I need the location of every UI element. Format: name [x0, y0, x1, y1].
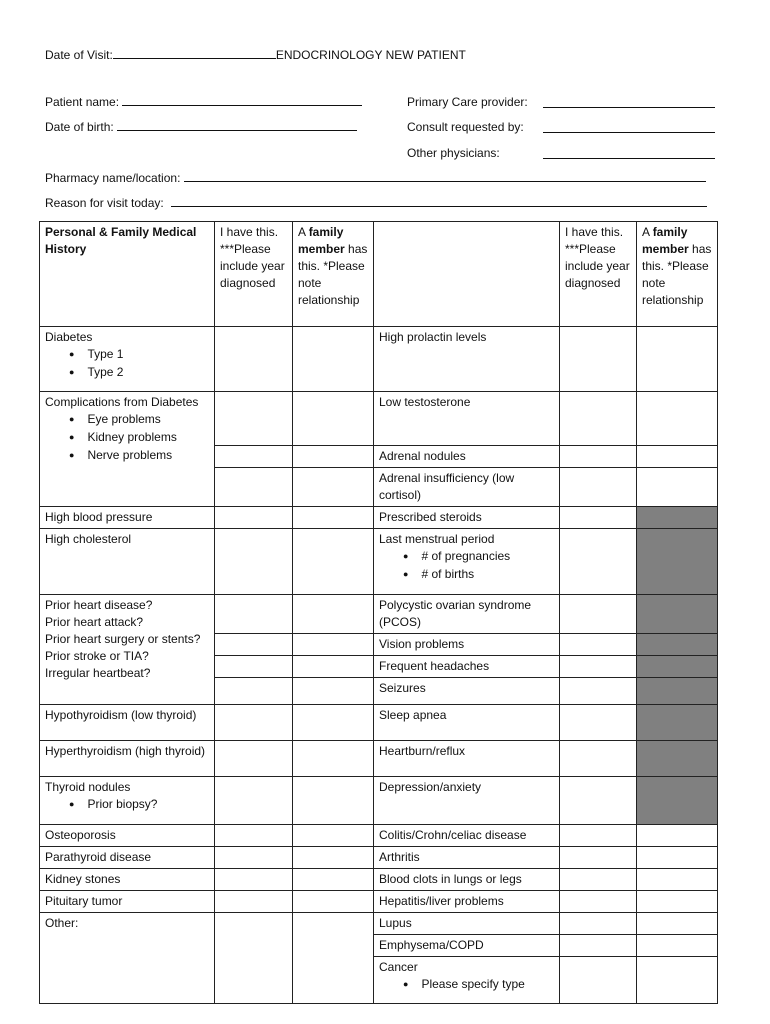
condition-adrenal-nodules: Adrenal nodules — [374, 446, 560, 468]
other-physicians-label: Other physicians: — [407, 146, 500, 160]
condition-vision: Vision problems — [374, 634, 560, 656]
answer-cell[interactable] — [560, 656, 637, 678]
table-row — [40, 777, 718, 825]
shaded-cell — [637, 705, 718, 741]
answer-cell[interactable] — [293, 468, 374, 507]
shaded-cell — [637, 678, 718, 705]
patient-name-label: Patient name: — [45, 95, 120, 109]
answer-cell[interactable] — [560, 507, 637, 529]
table-row — [40, 825, 718, 847]
table-row — [40, 529, 718, 595]
answer-cell[interactable] — [560, 869, 637, 891]
answer-cell[interactable] — [293, 891, 374, 913]
answer-cell[interactable] — [293, 507, 374, 529]
shaded-cell — [637, 634, 718, 656]
answer-cell[interactable] — [215, 634, 293, 656]
table-row — [40, 847, 718, 869]
answer-cell[interactable] — [293, 595, 374, 634]
condition-arthritis: Arthritis — [374, 847, 560, 869]
header-family: A family member has this. *Please note relationship — [293, 222, 374, 327]
shaded-cell — [637, 507, 718, 529]
condition-kidney-stones: Kidney stones — [40, 869, 215, 891]
answer-cell[interactable] — [215, 741, 293, 777]
patient-name-field — [45, 95, 362, 109]
header-title: Personal & Family Medical History — [40, 222, 215, 327]
answer-cell[interactable] — [560, 446, 637, 468]
answer-cell[interactable] — [215, 777, 293, 825]
answer-cell[interactable] — [215, 656, 293, 678]
primary-care-line[interactable] — [543, 106, 715, 108]
medical-history-table — [39, 221, 718, 1004]
condition-diabetes: Diabetes ● Type 1 ● Type 2 — [40, 327, 215, 392]
answer-cell[interactable] — [560, 529, 637, 595]
header-family-2: A family member has this. *Please note relationship — [637, 222, 718, 327]
condition-menstrual: Last menstrual period ● # of pregnancies ● # of births — [374, 529, 560, 595]
answer-cell[interactable] — [215, 913, 293, 1004]
reason-line[interactable] — [171, 196, 707, 207]
condition-lupus: Lupus — [374, 913, 560, 935]
answer-cell[interactable] — [293, 705, 374, 741]
answer-cell[interactable] — [293, 634, 374, 656]
answer-cell[interactable] — [215, 327, 293, 392]
answer-cell[interactable] — [637, 913, 718, 935]
answer-cell[interactable] — [215, 468, 293, 507]
condition-complications: Complications from Diabetes ● Eye problems ● Kidney problems ● Nerve problems — [40, 392, 215, 507]
answer-cell[interactable] — [637, 468, 718, 507]
date-of-visit-label: Date of Visit: — [45, 48, 113, 62]
answer-cell[interactable] — [637, 869, 718, 891]
answer-cell[interactable] — [293, 392, 374, 446]
answer-cell[interactable] — [215, 847, 293, 869]
answer-cell[interactable] — [637, 935, 718, 957]
condition-adrenal-insufficiency: Adrenal insufficiency (low cortisol) — [374, 468, 560, 507]
form-header — [45, 48, 466, 62]
condition-clots: Blood clots in lungs or legs — [374, 869, 560, 891]
condition-heartburn: Heartburn/reflux — [374, 741, 560, 777]
condition-apnea: Sleep apnea — [374, 705, 560, 741]
condition-pituitary: Pituitary tumor — [40, 891, 215, 913]
answer-cell[interactable] — [293, 327, 374, 392]
header-i-have: I have this. ***Please include year diagnosed — [215, 222, 293, 327]
answer-cell[interactable] — [560, 705, 637, 741]
header-blank — [374, 222, 560, 327]
reason-label: Reason for visit today: — [45, 196, 164, 210]
date-of-visit-line[interactable] — [113, 48, 276, 59]
form-title: ENDOCRINOLOGY NEW PATIENT — [275, 48, 466, 62]
condition-cholesterol: High cholesterol — [40, 529, 215, 595]
answer-cell[interactable] — [293, 656, 374, 678]
table-row — [40, 705, 718, 741]
answer-cell[interactable] — [293, 529, 374, 595]
condition-cancer: Cancer ● Please specify type — [374, 957, 560, 1004]
answer-cell[interactable] — [215, 705, 293, 741]
date-of-birth-label: Date of birth: — [45, 120, 114, 134]
answer-cell[interactable] — [560, 741, 637, 777]
answer-cell[interactable] — [560, 777, 637, 825]
answer-cell[interactable] — [215, 595, 293, 634]
condition-hypothyroidism: Hypothyroidism (low thyroid) — [40, 705, 215, 741]
shaded-cell — [637, 595, 718, 634]
answer-cell[interactable] — [293, 913, 374, 1004]
answer-cell[interactable] — [215, 825, 293, 847]
condition-hepatitis: Hepatitis/liver problems — [374, 891, 560, 913]
condition-parathyroid: Parathyroid disease — [40, 847, 215, 869]
date-of-birth-field — [45, 120, 357, 134]
answer-cell[interactable] — [215, 529, 293, 595]
patient-name-line[interactable] — [122, 95, 362, 106]
answer-cell[interactable] — [215, 446, 293, 468]
shaded-cell — [637, 529, 718, 595]
answer-cell[interactable] — [560, 468, 637, 507]
answer-cell[interactable] — [560, 825, 637, 847]
table-row — [40, 327, 718, 392]
answer-cell[interactable] — [637, 847, 718, 869]
table-row — [40, 891, 718, 913]
answer-cell[interactable] — [293, 869, 374, 891]
reason-field — [45, 196, 707, 210]
bullet-type1: ● Type 1 — [69, 346, 209, 364]
answer-cell[interactable] — [637, 891, 718, 913]
condition-seizures: Seizures — [374, 678, 560, 705]
pharmacy-line[interactable] — [184, 171, 706, 182]
answer-cell[interactable] — [215, 891, 293, 913]
answer-cell[interactable] — [560, 957, 637, 1004]
answer-cell[interactable] — [293, 678, 374, 705]
condition-depression: Depression/anxiety — [374, 777, 560, 825]
answer-cell[interactable] — [637, 957, 718, 1004]
answer-cell[interactable] — [637, 327, 718, 392]
pharmacy-field — [45, 171, 706, 185]
answer-cell[interactable] — [560, 392, 637, 446]
answer-cell[interactable] — [293, 825, 374, 847]
condition-pcos: Polycystic ovarian syndrome (PCOS) — [374, 595, 560, 634]
answer-cell[interactable] — [215, 392, 293, 446]
condition-heart: Prior heart disease? Prior heart attack? Prior heart surgery or stents? Prior stroke or TIA? Irregular heartbeat? — [40, 595, 215, 705]
answer-cell[interactable] — [215, 507, 293, 529]
answer-cell[interactable] — [560, 634, 637, 656]
table-row — [40, 392, 718, 446]
answer-cell[interactable] — [293, 446, 374, 468]
answer-cell[interactable] — [560, 678, 637, 705]
answer-cell[interactable] — [293, 777, 374, 825]
answer-cell[interactable] — [637, 825, 718, 847]
table-row — [40, 595, 718, 634]
primary-care-label: Primary Care provider: — [407, 95, 528, 109]
pharmacy-label: Pharmacy name/location: — [45, 171, 181, 185]
answer-cell[interactable] — [560, 935, 637, 957]
answer-cell[interactable] — [293, 741, 374, 777]
shaded-cell — [637, 656, 718, 678]
condition-testosterone: Low testosterone — [374, 392, 560, 446]
table-row — [40, 741, 718, 777]
answer-cell[interactable] — [560, 847, 637, 869]
condition-steroids: Prescribed steroids — [374, 507, 560, 529]
answer-cell[interactable] — [560, 595, 637, 634]
answer-cell[interactable] — [293, 847, 374, 869]
condition-osteoporosis: Osteoporosis — [40, 825, 215, 847]
other-physicians-line[interactable] — [543, 157, 715, 159]
answer-cell[interactable] — [637, 392, 718, 446]
answer-cell[interactable] — [560, 891, 637, 913]
shaded-cell — [637, 777, 718, 825]
table-row — [40, 507, 718, 529]
condition-hyperthyroidism: Hyperthyroidism (high thyroid) — [40, 741, 215, 777]
condition-headaches: Frequent headaches — [374, 656, 560, 678]
bullet-type2: ● Type 2 — [69, 364, 209, 382]
condition-colitis: Colitis/Crohn/celiac disease — [374, 825, 560, 847]
consult-requested-line[interactable] — [543, 131, 715, 133]
condition-thyroid-nodules: Thyroid nodules ● Prior biopsy? — [40, 777, 215, 825]
condition-hbp: High blood pressure — [40, 507, 215, 529]
answer-cell[interactable] — [637, 446, 718, 468]
condition-emphysema: Emphysema/COPD — [374, 935, 560, 957]
answer-cell[interactable] — [215, 678, 293, 705]
header-i-have-2: I have this. ***Please include year diagnosed — [560, 222, 637, 327]
table-header-row — [40, 222, 718, 327]
table-row — [40, 913, 718, 935]
answer-cell[interactable] — [215, 869, 293, 891]
table-row — [40, 869, 718, 891]
condition-other: Other: — [40, 913, 215, 1004]
answer-cell[interactable] — [560, 327, 637, 392]
shaded-cell — [637, 741, 718, 777]
answer-cell[interactable] — [560, 913, 637, 935]
consult-requested-label: Consult requested by: — [407, 120, 524, 134]
condition-prolactin: High prolactin levels — [374, 327, 560, 392]
date-of-birth-line[interactable] — [117, 120, 357, 131]
